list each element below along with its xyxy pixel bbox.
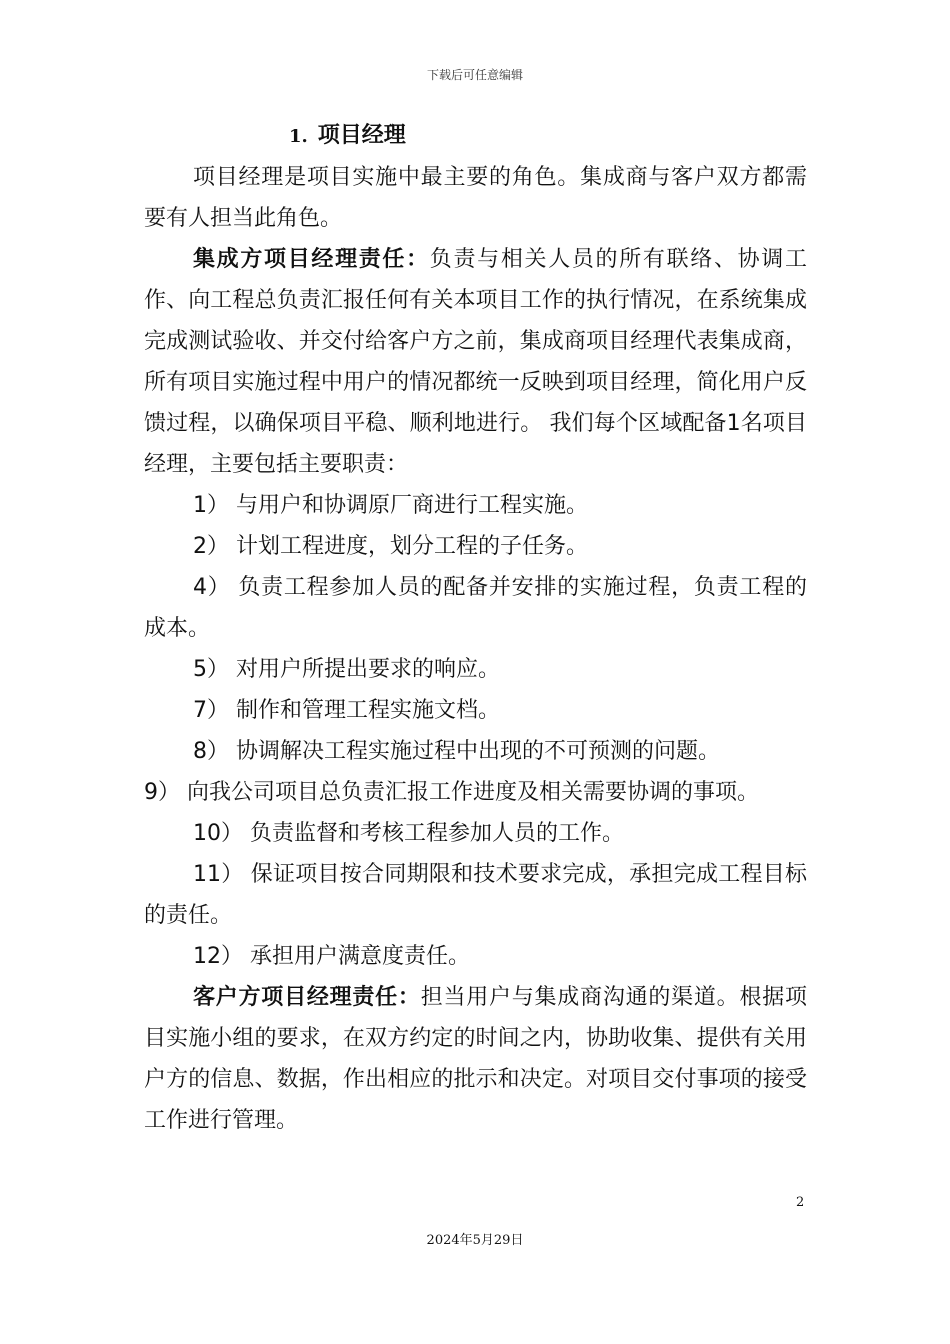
paragraph — [144, 731, 807, 772]
paragraph-text: 负责与相关人员的所有联络、协调工作、向工程总负责汇报任何有关本项目工作的执行情况，在系统集成完成测试验收、并交付给客户方之前，集成商项目经理代表集成商，所有项目实施过程中用户的情况都统一反映到项目经理，简化用户反馈过程，以确保项目平稳、顺利地进行。 我们每个区域配备1名项目经理，主要包括主要职责： — [144, 247, 807, 477]
paragraph-text: 4） 负责工程参加人员的配备并安排的实施过程，负责工程的成本。 — [144, 575, 807, 641]
paragraph-text: 1） 与用户和协调原厂商进行工程实施。 — [193, 493, 588, 518]
paragraph-text: 7） 制作和管理工程实施文档。 — [193, 698, 500, 723]
paragraph — [144, 526, 807, 567]
paragraph-text: 项目经理是项目实施中最主要的角色。集成商与客户双方都需要有人担当此角色。 — [144, 165, 807, 231]
paragraph-text: 担当用户与集成商沟通的渠道。根据项目实施小组的要求，在双方约定的时间之内，协助收集、提供有关用户方的信息、数据，作出相应的批示和决定。对项目交付事项的接受工作进行管理。 — [144, 985, 807, 1133]
paragraph-text: 5） 对用户所提出要求的响应。 — [193, 657, 500, 682]
paragraph — [144, 649, 807, 690]
paragraph — [144, 239, 807, 485]
paragraph — [144, 690, 807, 731]
paragraph-text: 9） 向我公司项目总负责汇报工作进度及相关需要协调的事项。 — [144, 780, 759, 805]
paragraph-text: 12） 承担用户满意度责任。 — [193, 944, 470, 969]
paragraph — [144, 567, 807, 649]
paragraph — [144, 813, 807, 854]
paragraph-text: 11） 保证项目按合同期限和技术要求完成，承担完成工程目标的责任。 — [144, 862, 807, 928]
section-number: 1. — [289, 126, 308, 147]
page-number: 2 — [796, 1195, 805, 1210]
paragraph-text: 10） 负责监督和考核工程参加人员的工作。 — [193, 821, 624, 846]
page-header: 下载后可任意编辑 — [426, 68, 523, 82]
section-heading — [289, 115, 807, 157]
paragraph — [144, 977, 807, 1141]
paragraph — [144, 936, 807, 977]
paragraph-text: 2） 计划工程进度，划分工程的子任务。 — [193, 534, 588, 559]
paragraph-list — [144, 157, 807, 1141]
document-body — [144, 115, 807, 1141]
paragraph-lead: 集成方项目经理责任： — [193, 247, 430, 272]
paragraph-lead: 客户方项目经理责任： — [193, 985, 421, 1010]
paragraph — [144, 157, 807, 239]
page-footer-date: 2024年5月29日 — [426, 1233, 524, 1248]
section-title: 项目经理 — [317, 123, 406, 148]
paragraph — [144, 485, 807, 526]
paragraph-text: 8） 协调解决工程实施过程中出现的不可预测的问题。 — [193, 739, 720, 764]
paragraph — [144, 854, 807, 936]
paragraph — [144, 772, 807, 813]
